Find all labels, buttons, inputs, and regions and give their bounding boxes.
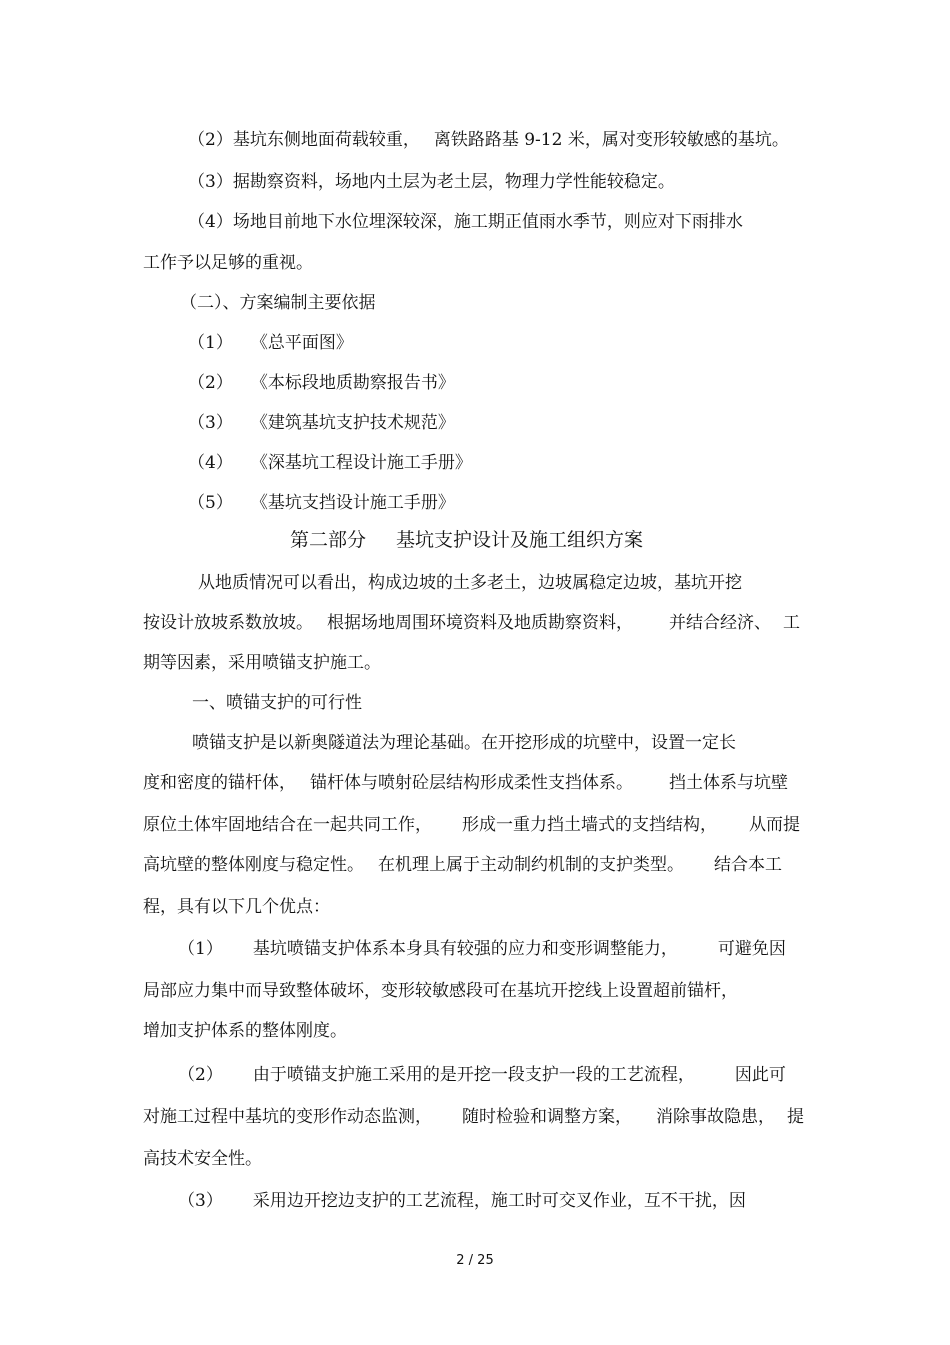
paragraph-line: 喷锚支护是以新奥隧道法为理论基础。在开挖形成的坑壁中，设置一定长: [192, 733, 736, 753]
list-number: （2）: [178, 1065, 223, 1085]
subheading: 一、喷锚支护的可行性: [192, 693, 362, 713]
paragraph-line: 高技术安全性。: [143, 1149, 262, 1169]
text-segment: 消除事故隐患，: [656, 1107, 775, 1127]
reference-number: （2）: [188, 373, 233, 393]
reference-number: （1）: [188, 333, 233, 353]
text-segment: 提: [787, 1107, 804, 1127]
paragraph-line: [143, 613, 800, 633]
text-segment: 由于喷锚支护施工采用的是开挖一段支护一段的工艺流程，: [252, 1065, 695, 1085]
paragraph-line: （4）场地目前地下水位埋深较深，施工期正值雨水季节，则应对下雨排水: [188, 212, 743, 232]
text-segment: 因此可: [734, 1065, 786, 1085]
text-segment: 高坑壁的整体刚度与稳定性。: [143, 855, 364, 875]
text-segment: 并结合经济、: [669, 613, 771, 633]
text-segment: 根据场地周围环境资料及地质勘察资料，: [327, 613, 633, 633]
text-segment: 随时检验和调整方案，: [462, 1107, 632, 1127]
paragraph-line: [143, 855, 782, 875]
reference-title: 《本标段地质勘察报告书》: [250, 373, 455, 393]
text-segment: 挡土体系与坑壁: [669, 773, 788, 793]
text-segment: 按设计放坡系数放坡。: [143, 613, 313, 633]
list-number: （1）: [178, 939, 223, 959]
reference-item: [188, 333, 353, 353]
page-number: 2 / 25: [456, 1253, 494, 1268]
text-segment: 锚杆体与喷射砼层结构形成柔性支挡体系。: [310, 773, 633, 793]
text-segment: 基坑喷锚支护体系本身具有较强的应力和变形调整能力，: [252, 939, 678, 959]
paragraph-line: [143, 773, 788, 793]
text-segment: 结合本工: [714, 855, 782, 875]
reference-item: [188, 373, 455, 393]
paragraph-line: 程，具有以下几个优点：: [143, 897, 330, 917]
part-title: [290, 530, 643, 550]
paragraph-line: [143, 1107, 804, 1127]
part-name: 基坑支护设计及施工组织方案: [396, 529, 644, 551]
text-segment: 可避免因: [717, 939, 786, 959]
reference-number: （5）: [188, 493, 233, 513]
reference-number: （4）: [188, 453, 233, 473]
list-item-line: [178, 939, 786, 959]
text-segment: 度和密度的锚杆体，: [143, 773, 296, 793]
text-segment: 从而提: [749, 815, 800, 835]
text-segment: 对施工过程中基坑的变形作动态监测，: [143, 1107, 432, 1127]
paragraph-line: （3）据勘察资料，场地内土层为老土层，物理力学性能较稳定。: [188, 172, 675, 192]
text-segment: 离铁路路基 9-12 米，属对变形较敏感的基坑。: [433, 130, 789, 150]
reference-title: 《总平面图》: [250, 333, 353, 353]
part-label: 第二部分: [290, 529, 367, 551]
reference-title: 《建筑基坑支护技术规范》: [250, 413, 455, 433]
text-segment: 形成一重力挡土墙式的支挡结构，: [462, 815, 717, 835]
paragraph-line: [188, 130, 789, 150]
list-item-line: [178, 1065, 786, 1085]
reference-item: [188, 493, 455, 513]
text-segment: 工: [783, 613, 800, 633]
reference-number: （3）: [188, 413, 233, 433]
text-segment: 原位土体牢固地结合在一起共同工作，: [143, 815, 432, 835]
reference-title: 《深基坑工程设计施工手册》: [250, 453, 472, 473]
section-heading: （二）、方案编制主要依据: [180, 293, 376, 313]
paragraph-line: 从地质情况可以看出，构成边坡的土多老土，边坡属稳定边坡，基坑开挖: [198, 573, 742, 593]
paragraph-line: 增加支护体系的整体刚度。: [143, 1021, 347, 1041]
paragraph-line: [143, 815, 800, 835]
paragraph-line: 工作予以足够的重视。: [143, 253, 313, 273]
reference-item: [188, 453, 472, 473]
list-number: （3）: [178, 1191, 223, 1211]
reference-title: 《基坑支挡设计施工手册》: [250, 493, 455, 513]
text-segment: 采用边开挖边支护的工艺流程，施工时可交叉作业，互不干扰，因: [252, 1191, 746, 1211]
reference-item: [188, 413, 455, 433]
text-segment: （2）基坑东侧地面荷载较重，: [188, 130, 420, 150]
paragraph-line: 期等因素，采用喷锚支护施工。: [143, 653, 381, 673]
text-segment: 在机理上属于主动制约机制的支护类型。: [378, 855, 684, 875]
list-item-line: [178, 1191, 746, 1211]
paragraph-line: 局部应力集中而导致整体破坏，变形较敏感段可在基坑开挖线上设置超前锚杆，: [143, 981, 738, 1001]
